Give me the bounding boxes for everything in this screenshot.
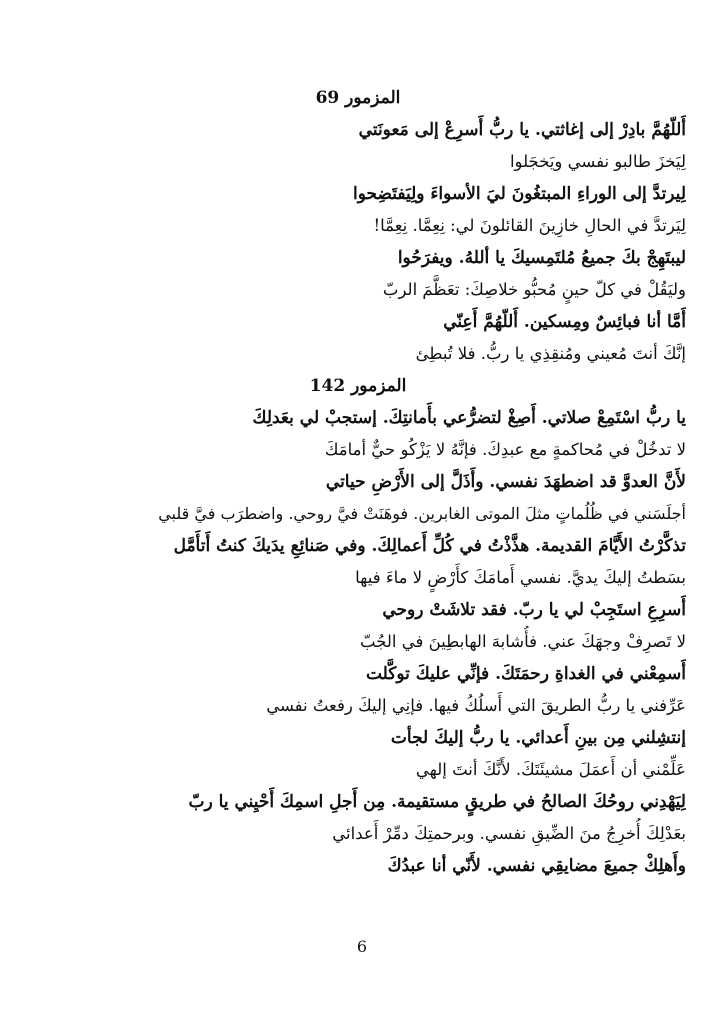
verse-line: تذكَّرْتُ الأَيَّامَ القديمة. هذَّذْتُ في كُلِّ أَعمالِكَ. وفي صَنائِعِ يدَيكَ كنتُ أَتأَمَّل xyxy=(173,536,686,556)
verse-line: أَمَّا أنا فبائِسٌ ومِسكين. أَللّهُمَّ أَعِنّي xyxy=(443,312,686,332)
verse-line: بعَدْلِكَ أُخرِجُ منَ الضِّيقِ نفسي. وبرحمتِكَ دمِّرْ أَعدائي xyxy=(332,824,686,843)
verse-line: لِيرتدَّ إلى الوراءِ المبتغُونَ ليَ الأسواءَ ولِيَفتَضِحوا xyxy=(353,184,686,204)
verse-line: لِيَخزَ طالبو نفسي ويَخجَلوا xyxy=(509,152,686,171)
psalm-69-heading: المزمور 69 xyxy=(315,88,401,108)
verse-line: عَرِّفني يا ربُّ الطريقَ التي أَسلُكُ فيها. فإنِي إليكَ رفعتُ نفسي xyxy=(266,696,686,715)
page-content xyxy=(30,82,686,882)
verse-line: إنتشِلني مِن بينِ أَعدائي. يا ربُّ إليكَ لجأت xyxy=(390,728,686,748)
verse-line: وأَهلِكْ جميعَ مضايقِي نفسي. لأَنّي أنا عبدُكَ xyxy=(387,856,686,876)
verse-line: يا ربُّ اسْتَمِعْ صلاتي. أَصِغْ لتضرُّعي بأَمانتِكَ. إستجبْ لي بعَدلِكَ xyxy=(252,408,686,428)
verse-line: أَسرِعِ استَجِبْ لي يا ربّ. فقد تلاشَتْ روحي xyxy=(382,600,686,620)
verse-line: لِيَرتدَّ في الحالِ خازِينَ القائلونَ لي: نِعِمَّا. نِعِمَّا! xyxy=(373,216,686,235)
page-number: 6 xyxy=(356,937,368,956)
verse-line: بسَطتُ إليكَ يديَّ. نفسي أَمامَكَ كأَرْضٍ لا ماءَ فيها xyxy=(355,568,686,587)
verse-line: ليبتَهِجْ بكَ جميعُ مُلتَمِسيكَ يا أللهُ. ويفرَحُوا xyxy=(397,248,686,268)
verse-line: وليَقُلْ في كلّ حينٍ مُحبُّو خلاصِكَ: تعَظَّمَ الربّ xyxy=(382,280,686,299)
verse-line: إنَّكَ أنتَ مُعيني ومُنقِذِي يا ربُّ. فلا تُبطِئ xyxy=(415,344,686,363)
verse-line: أَللّهُمَّ بادِرْ إلى إغاثتي. يا ربُّ أَسرِعْ إلى مَعونَتي xyxy=(358,120,686,140)
psalm-142-heading: المزمور 142 xyxy=(309,376,407,396)
verse-line: أَسمِعْني في الغداةِ رحمَتَكَ. فإنِّي عليكَ توكَّلت xyxy=(365,664,686,684)
verse-line: عَلِّمْني أن أَعمَلَ مشيئَتَكَ. لأَنَّكَ أنتَ إلهي xyxy=(415,760,686,779)
verse-line: أجلَسَني في ظُلُماتٍ مثلَ الموتى الغابرين. فوهَنَتْ فيَّ روحي. واضطرَب فيَّ قلبي xyxy=(158,504,686,523)
verse-line: لا تدخُلْ في مُحاكمةٍ مع عبدِكَ. فإنَّهُ لا يَزْكُو حيٌّ أمامَكَ xyxy=(324,440,686,459)
verse-line: لا تَصرِفْ وجهَكَ عني. فأُشابهَ الهابطِينَ في الجُبّ xyxy=(360,632,686,651)
verse-line: لأَنَّ العدوَّ قد اضطهَدَ نفسي. وأَذَلَّ إلى الأَرْضِ حياتي xyxy=(325,472,686,492)
verse-line: لِيَهْدِني روحُكَ الصالحُ في طريقٍ مستقيمة. مِن أَجلِ اسمِكَ أَحْيِني يا ربّ xyxy=(188,792,686,812)
